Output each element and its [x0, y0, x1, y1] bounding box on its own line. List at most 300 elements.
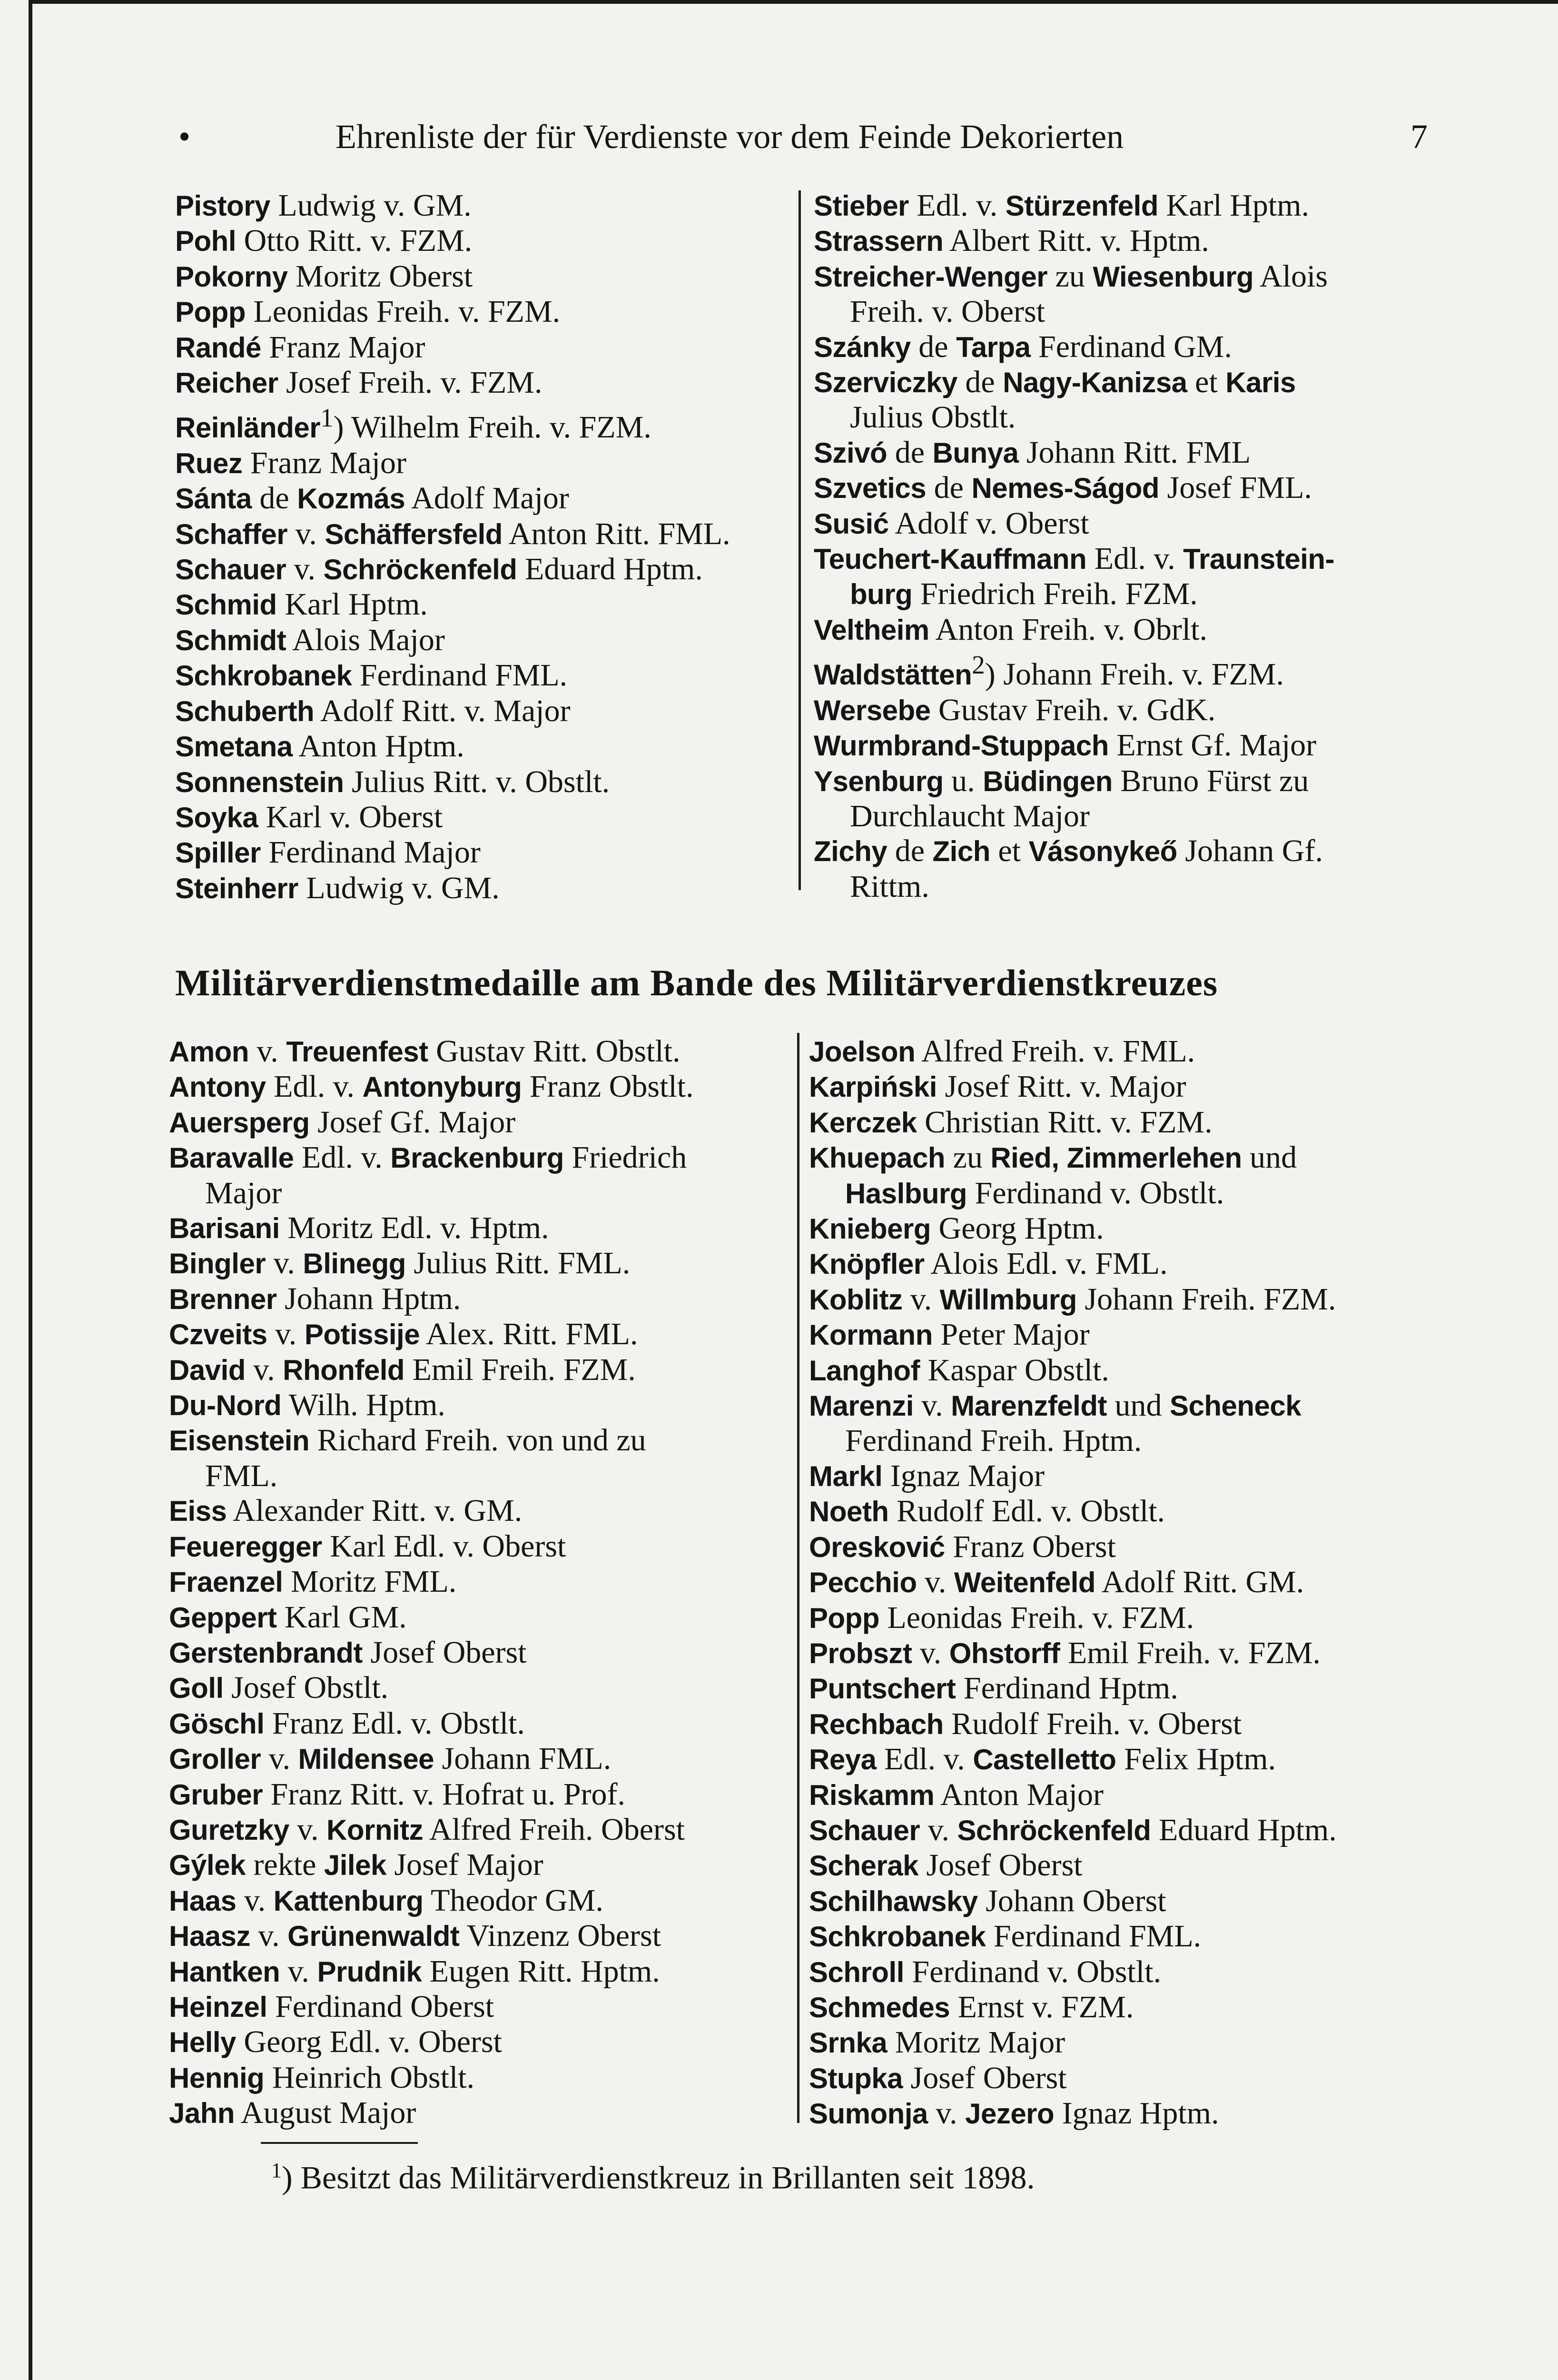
honor-list-entry — [175, 481, 799, 516]
honor-list-entry — [175, 800, 799, 835]
honor-list-entry — [814, 259, 1447, 329]
entry-text: ) Wilhelm Freih. v. FZM. — [333, 410, 651, 445]
honor-list-entry — [169, 1069, 792, 1104]
honor-list-entry — [814, 188, 1447, 223]
entry-text: Ferdinand Freih. Hptm. — [845, 1423, 1142, 1458]
entry-continuation — [809, 1423, 1442, 1458]
honor-list-entry — [169, 1635, 792, 1670]
entry-text: Friedrich — [563, 1140, 687, 1175]
entry-text: Alois Edl. v. FML. — [924, 1246, 1168, 1281]
entry-text: Alois — [1253, 258, 1328, 294]
entry-text: Alfred Freih. Oberst — [423, 1812, 685, 1847]
entry-text: Alfred Freih. v. FML. — [915, 1034, 1195, 1069]
surname: Wersebe — [814, 694, 931, 726]
surname: Spiller — [175, 837, 261, 869]
surname: Schröckenfeld — [323, 554, 517, 586]
surname: Rechbach — [809, 1708, 944, 1740]
honor-list-entry — [175, 552, 799, 587]
honor-list-entry — [169, 1847, 792, 1883]
honor-list-entry — [169, 1741, 792, 1776]
entry-text: v. — [236, 1883, 274, 1918]
surname: Pecchio — [809, 1567, 917, 1599]
honor-list-entry — [809, 1105, 1442, 1140]
entry-text: Johann Freih. FZM. — [1076, 1281, 1336, 1317]
entry-text: Adolf Ritt. v. Major — [314, 693, 571, 728]
surname: Brenner — [169, 1283, 277, 1315]
entry-text: Edl. v. — [294, 1140, 391, 1175]
surname: Hennig — [169, 2062, 265, 2094]
entry-text: Josef Obstlt. — [223, 1670, 389, 1706]
surname: Castelletto — [973, 1744, 1116, 1776]
entry-text: Moritz Oberst — [287, 258, 473, 294]
entry-text: Ferdinand GM. — [1030, 329, 1232, 364]
surname: Schröckenfeld — [957, 1814, 1151, 1846]
surname: Stürzenfeld — [1005, 190, 1158, 222]
entry-text: Ernst v. FZM. — [950, 1989, 1134, 2024]
entry-text: Ludwig v. GM. — [270, 188, 472, 223]
honor-list-entry — [169, 1883, 792, 1918]
entry-text: Major — [205, 1175, 282, 1210]
entry-text: Gustav Freih. v. GdK. — [930, 692, 1216, 727]
honor-list-entry — [169, 1352, 792, 1388]
honor-list-entry — [809, 1140, 1442, 1211]
entry-text: Christian Ritt. v. FZM. — [917, 1104, 1213, 1140]
entry-text: Franz Major — [242, 445, 406, 480]
entry-continuation — [814, 576, 1447, 612]
entry-text: Felix Hptm. — [1116, 1742, 1276, 1777]
surname: Schauer — [809, 1814, 920, 1846]
entry-continuation — [169, 1176, 792, 1210]
header-mark: • — [178, 118, 191, 156]
surname: Fraenzel — [169, 1566, 283, 1598]
honor-list-entry — [169, 1493, 792, 1528]
surname: Srnka — [809, 2027, 887, 2059]
entry-text: Friedrich Freih. FZM. — [912, 576, 1198, 612]
honor-list-entry — [809, 1777, 1442, 1813]
entry-text: Johann Ritt. FML — [1018, 435, 1251, 470]
honor-list-entry — [809, 2025, 1442, 2060]
surname: Ysenburg — [814, 765, 944, 797]
surname: Kormann — [809, 1319, 933, 1351]
surname: Ohstorff — [949, 1637, 1060, 1669]
entry-text: Josef FML. — [1159, 470, 1312, 506]
honor-list-entry — [169, 1564, 792, 1599]
surname: Stupka — [809, 2062, 903, 2094]
honor-list-entry — [175, 400, 799, 445]
surname: Teuchert-Kauffmann — [814, 543, 1087, 575]
honor-list-entry — [809, 1671, 1442, 1706]
surname: Sumonja — [809, 2098, 928, 2130]
entry-text: Otto Ritt. v. FZM. — [236, 223, 473, 258]
surname: Traunstein- — [1183, 543, 1335, 575]
surname: Puntschert — [809, 1673, 956, 1705]
surname: Karis — [1225, 367, 1296, 399]
entry-text: Edl. v. — [908, 188, 1006, 223]
entry-text: Georg Hptm. — [931, 1211, 1104, 1246]
surname: Kozmás — [297, 483, 405, 515]
honor-list-entry — [809, 1954, 1442, 1990]
entry-text: Franz Ritt. v. Hofrat u. Prof. — [263, 1776, 625, 1812]
honor-list-entry — [175, 694, 799, 729]
entry-text: Julius Ritt. v. Obstlt. — [344, 764, 610, 799]
honor-list-entry — [809, 1494, 1442, 1529]
honor-list-entry — [175, 223, 799, 258]
entry-text: Freih. v. Oberst — [850, 294, 1045, 329]
honor-list-entry — [175, 294, 799, 329]
surname: Barisani — [169, 1212, 280, 1245]
entry-text: et — [1187, 365, 1226, 400]
surname: Popp — [809, 1602, 879, 1634]
honor-list-entry — [809, 1884, 1442, 1919]
entry-text: Josef Major — [386, 1847, 543, 1883]
entry-text: Gustav Ritt. Obstlt. — [428, 1034, 680, 1069]
surname: Szvetics — [814, 472, 927, 505]
surname: Goll — [169, 1672, 224, 1705]
entry-text: Eugen Ritt. Hptm. — [422, 1954, 660, 1989]
entry-text: u. — [943, 763, 983, 798]
surname: Reya — [809, 1744, 877, 1776]
entry-continuation — [814, 400, 1447, 435]
entry-text: Kaspar Obstlt. — [920, 1352, 1109, 1388]
entry-text: Anton Freih. v. Obrlt. — [929, 612, 1207, 647]
top-left-column — [175, 188, 799, 906]
surname: Zich — [932, 835, 990, 868]
entry-text: Rittm. — [850, 869, 929, 904]
honor-list-entry — [814, 833, 1447, 904]
entry-text: et — [990, 833, 1029, 869]
entry-text: de — [957, 365, 1003, 400]
honor-list-entry — [809, 1742, 1442, 1777]
honor-list-entry — [169, 1529, 792, 1564]
entry-text: Ferdinand v. Obstlt. — [904, 1954, 1162, 1989]
entry-text: v. — [287, 516, 325, 551]
entry-text: Anton Ritt. FML. — [502, 516, 730, 551]
surname: Schauer — [175, 554, 286, 586]
entry-text: Adolf Major — [405, 481, 569, 516]
surname: Langhof — [809, 1354, 920, 1387]
honor-list-entry — [175, 188, 799, 223]
surname: Eisenstein — [169, 1425, 310, 1457]
honor-list-entry — [814, 612, 1447, 647]
surname: Weitenfeld — [954, 1567, 1096, 1599]
honor-list-entry — [169, 1281, 792, 1317]
entry-text: Emil Freih. v. FZM. — [1060, 1635, 1321, 1670]
honor-list-entry — [169, 2060, 792, 2095]
surname: Schmid — [175, 589, 277, 621]
surname: Noeth — [809, 1496, 889, 1528]
entry-text: Rudolf Freih. v. Oberst — [943, 1706, 1242, 1741]
entry-text: Heinrich Obstlt. — [264, 2060, 475, 2095]
surname: Riskamm — [809, 1779, 935, 1811]
section-heading: Militärverdienstmedaille am Bande des Militärverdienstkreuzes — [175, 962, 1218, 1003]
entry-text: Ferdinand FML. — [352, 658, 568, 693]
surname: Du-Nord — [169, 1389, 282, 1422]
entry-continuation — [814, 294, 1447, 329]
honor-list-entry — [809, 1706, 1442, 1742]
entry-continuation — [814, 869, 1447, 904]
entry-text: v. — [286, 552, 324, 587]
entry-text: v. — [920, 1812, 957, 1847]
honor-list-entry — [169, 1812, 792, 1847]
surname: Schkrobanek — [809, 1921, 986, 1953]
honor-list-entry — [169, 1105, 792, 1140]
surname: Heinzel — [169, 1991, 267, 2023]
entry-text: Edl. v. — [266, 1069, 363, 1104]
entry-text: Adolf Ritt. GM. — [1095, 1565, 1304, 1600]
entry-text: Leonidas Freih. v. FZM. — [245, 294, 561, 329]
honor-list-entry — [169, 2024, 792, 2060]
surname: Blinegg — [303, 1248, 406, 1280]
honor-list-entry — [814, 728, 1447, 763]
honor-list-entry — [809, 1990, 1442, 2025]
entry-text: Anton Hptm. — [292, 729, 464, 764]
surname: Nagy-Kanizsa — [1003, 367, 1187, 399]
entry-text: de — [887, 833, 933, 869]
surname: Szerviczky — [814, 367, 957, 399]
entry-text: Karl Edl. v. Oberst — [322, 1528, 566, 1564]
surname: Kerczek — [809, 1106, 917, 1139]
honor-list-entry — [175, 623, 799, 658]
surname: Prudnik — [317, 1955, 422, 1988]
surname: Tarpa — [956, 331, 1031, 363]
entry-text: rekte — [245, 1847, 324, 1883]
surname: Feueregger — [169, 1530, 322, 1563]
entry-text: Bruno Fürst zu — [1112, 763, 1309, 798]
honor-list-entry — [814, 647, 1447, 692]
honor-list-entry — [809, 1317, 1442, 1352]
surname: Streicher-Wenger — [814, 260, 1048, 293]
entry-text: v. — [266, 1246, 303, 1281]
surname: Gruber — [169, 1778, 263, 1811]
entry-text: v. — [917, 1565, 954, 1600]
surname: Pohl — [175, 225, 236, 258]
surname: Reinländer — [175, 412, 321, 444]
surname: Zichy — [814, 835, 887, 868]
honor-list-entry — [169, 1246, 792, 1281]
entry-text: Josef Ritt. v. Major — [937, 1069, 1186, 1104]
surname: Haslburg — [845, 1177, 967, 1210]
surname: Pokorny — [175, 260, 288, 293]
entry-text: de — [887, 435, 933, 470]
honor-list-entry — [169, 1423, 792, 1493]
entry-text: Richard Freih. von und zu — [309, 1423, 646, 1458]
entry-text: Johann Oberst — [977, 1883, 1166, 1918]
column-divider-bottom — [797, 1033, 799, 2123]
entry-text: Julius Ritt. FML. — [405, 1246, 631, 1281]
entry-text: v. — [927, 2096, 966, 2131]
entry-text: Moritz Edl. v. Hptm. — [279, 1210, 549, 1246]
honor-list-entry — [809, 1388, 1442, 1458]
footnote-rule — [261, 2142, 418, 2144]
honor-list-entry — [814, 470, 1447, 506]
surname: Stieber — [814, 190, 909, 222]
entry-text: Karl v. Oberst — [258, 799, 443, 834]
footnote-paren: ) — [282, 2159, 293, 2196]
honor-list-entry — [169, 1954, 792, 1989]
entry-text: Adolf v. Oberst — [888, 506, 1089, 541]
entry-continuation — [809, 1176, 1442, 1211]
top-right-column — [814, 188, 1447, 904]
surname: Schmidt — [175, 624, 286, 656]
surname: Büdingen — [983, 765, 1113, 797]
honor-list-entry — [814, 365, 1447, 435]
entry-text: Ignaz Major — [882, 1458, 1045, 1493]
entry-text: v. — [250, 1918, 288, 1954]
entry-text: Ferdinand FML. — [986, 1919, 1202, 1954]
surname: Knieberg — [809, 1213, 931, 1245]
entry-text: Karl Hptm. — [1158, 188, 1310, 223]
surname: Smetana — [175, 731, 293, 763]
surname: burg — [850, 578, 913, 611]
footnote-text: Besitzt das Militärverdienstkreuz in Brillanten seit 1898. — [292, 2159, 1035, 2196]
entry-text: v. — [261, 1741, 298, 1776]
honor-list-entry — [814, 764, 1447, 834]
entry-text: Franz Obstlt. — [522, 1069, 694, 1104]
surname: Bingler — [169, 1248, 266, 1280]
surname: Veltheim — [814, 614, 929, 646]
footnote-marker: 1 — [271, 2159, 282, 2182]
surname: Jilek — [324, 1849, 386, 1882]
surname: Nemes-Ságod — [971, 472, 1160, 505]
honor-list-entry — [809, 1529, 1442, 1565]
surname: Potissije — [304, 1319, 420, 1351]
entry-text: Moritz Major — [887, 2025, 1065, 2060]
entry-text: Franz Edl. v. Obstlt. — [264, 1706, 525, 1741]
footnote-ref: 1 — [320, 403, 334, 433]
surname: Guretzky — [169, 1814, 289, 1846]
entry-text: Josef Gf. Major — [309, 1104, 516, 1140]
entry-text: Alex. Ritt. FML. — [420, 1317, 638, 1352]
surname: Antonyburg — [362, 1071, 522, 1103]
entry-text: und — [1106, 1388, 1170, 1423]
honor-list-entry — [175, 764, 799, 800]
entry-text: v. — [912, 1635, 949, 1670]
honor-list-entry — [169, 1670, 792, 1706]
honor-list-entry — [809, 1034, 1442, 1069]
surname: Haasz — [169, 1920, 250, 1953]
entry-text: Johann Hptm. — [276, 1281, 461, 1316]
entry-text: v. — [248, 1034, 286, 1069]
entry-text: v. — [913, 1388, 951, 1423]
honor-list-entry — [809, 1246, 1442, 1281]
honor-list-entry — [814, 329, 1447, 365]
surname: Eiss — [169, 1495, 227, 1527]
surname: Sánta — [175, 483, 252, 515]
honor-list-entry — [175, 587, 799, 622]
surname: Schilhawsky — [809, 1885, 978, 1917]
surname: Gerstenbrandt — [169, 1636, 363, 1669]
entry-text: Karl GM. — [276, 1599, 407, 1635]
honor-list-entry — [814, 541, 1447, 612]
entry-text: Theodor GM. — [423, 1883, 603, 1918]
surname: Mildensee — [298, 1743, 434, 1775]
entry-continuation — [814, 799, 1447, 833]
surname: Marenzi — [809, 1390, 914, 1422]
entry-text: Ignaz Hptm. — [1054, 2096, 1219, 2131]
honor-list-entry — [169, 1034, 792, 1069]
surname: Khuepach — [809, 1142, 946, 1174]
surname: Grünenwaldt — [287, 1920, 460, 1953]
entry-text: v. — [280, 1954, 317, 1989]
honor-list-entry — [809, 1069, 1442, 1104]
entry-text: Ferdinand Oberst — [267, 1989, 494, 2024]
surname: Czveits — [169, 1319, 267, 1351]
honor-list-entry — [169, 1140, 792, 1210]
bottom-left-column — [169, 1034, 792, 2131]
surname: Vásonykeő — [1028, 835, 1177, 868]
entry-text: Franz Oberst — [945, 1529, 1116, 1564]
surname: Auersperg — [169, 1106, 310, 1139]
surname: Treuenfest — [286, 1036, 428, 1068]
entry-text: Wilh. Hptm. — [281, 1388, 445, 1423]
honor-list-entry — [169, 1210, 792, 1246]
surname: Schäffersfeld — [325, 518, 503, 550]
entry-text: Julius Obstlt. — [850, 400, 1016, 435]
entry-text: de — [251, 481, 297, 516]
surname: Probszt — [809, 1637, 912, 1669]
honor-list-entry — [175, 446, 799, 481]
surname: Kattenburg — [273, 1884, 424, 1917]
column-divider-top — [799, 190, 801, 890]
surname: Helly — [169, 2026, 236, 2059]
entry-text: Karl Hptm. — [276, 587, 428, 622]
entry-text: Moritz FML. — [283, 1564, 457, 1599]
entry-text: Anton Major — [934, 1777, 1104, 1812]
entry-text: Ferdinand Major — [260, 835, 481, 870]
entry-text: Leonidas Freih. v. FZM. — [879, 1600, 1194, 1635]
surname: Rhonfeld — [283, 1354, 405, 1386]
honor-list-entry — [175, 871, 799, 906]
surname: Haas — [169, 1884, 237, 1917]
honor-list-entry — [175, 259, 799, 294]
honor-list-entry — [809, 2061, 1442, 2096]
surname: Popp — [175, 296, 246, 328]
surname: Antony — [169, 1071, 266, 1103]
surname: Oresković — [809, 1531, 945, 1563]
surname: Koblitz — [809, 1283, 903, 1316]
surname: Ruez — [175, 447, 243, 479]
honor-list-entry — [809, 1919, 1442, 1954]
honor-list-entry — [809, 1282, 1442, 1317]
honor-list-entry — [169, 2095, 792, 2131]
surname: Baravalle — [169, 1142, 294, 1174]
honor-list-entry — [169, 1388, 792, 1423]
entry-text: und — [1242, 1140, 1297, 1175]
entry-text: Ludwig v. GM. — [298, 870, 500, 905]
entry-text: v. — [245, 1352, 283, 1387]
page-header — [178, 110, 1428, 163]
honor-list-entry — [175, 365, 799, 400]
surname: Strassern — [814, 225, 944, 258]
entry-text: Emil Freih. FZM. — [404, 1352, 636, 1387]
surname: Geppert — [169, 1601, 277, 1634]
honor-list-entry — [175, 729, 799, 764]
surname: Schaffer — [175, 518, 288, 550]
entry-text: ) Johann Freih. v. FZM. — [985, 657, 1284, 692]
entry-text: Vinzenz Oberst — [459, 1918, 661, 1954]
surname: Brackenburg — [390, 1142, 564, 1174]
surname: Waldstätten — [814, 659, 972, 691]
entry-text: Albert Ritt. v. Hptm. — [943, 223, 1209, 258]
entry-text: Ferdinand Hptm. — [956, 1671, 1178, 1706]
entry-text: Josef Oberst — [362, 1635, 527, 1670]
surname: Hantken — [169, 1955, 280, 1988]
surname: Schkrobanek — [175, 660, 352, 692]
entry-text: Alexander Ritt. v. GM. — [227, 1493, 523, 1528]
entry-text: Durchlaucht Major — [850, 798, 1090, 833]
honor-list-entry — [169, 1706, 792, 1741]
entry-text: zu — [945, 1140, 991, 1175]
